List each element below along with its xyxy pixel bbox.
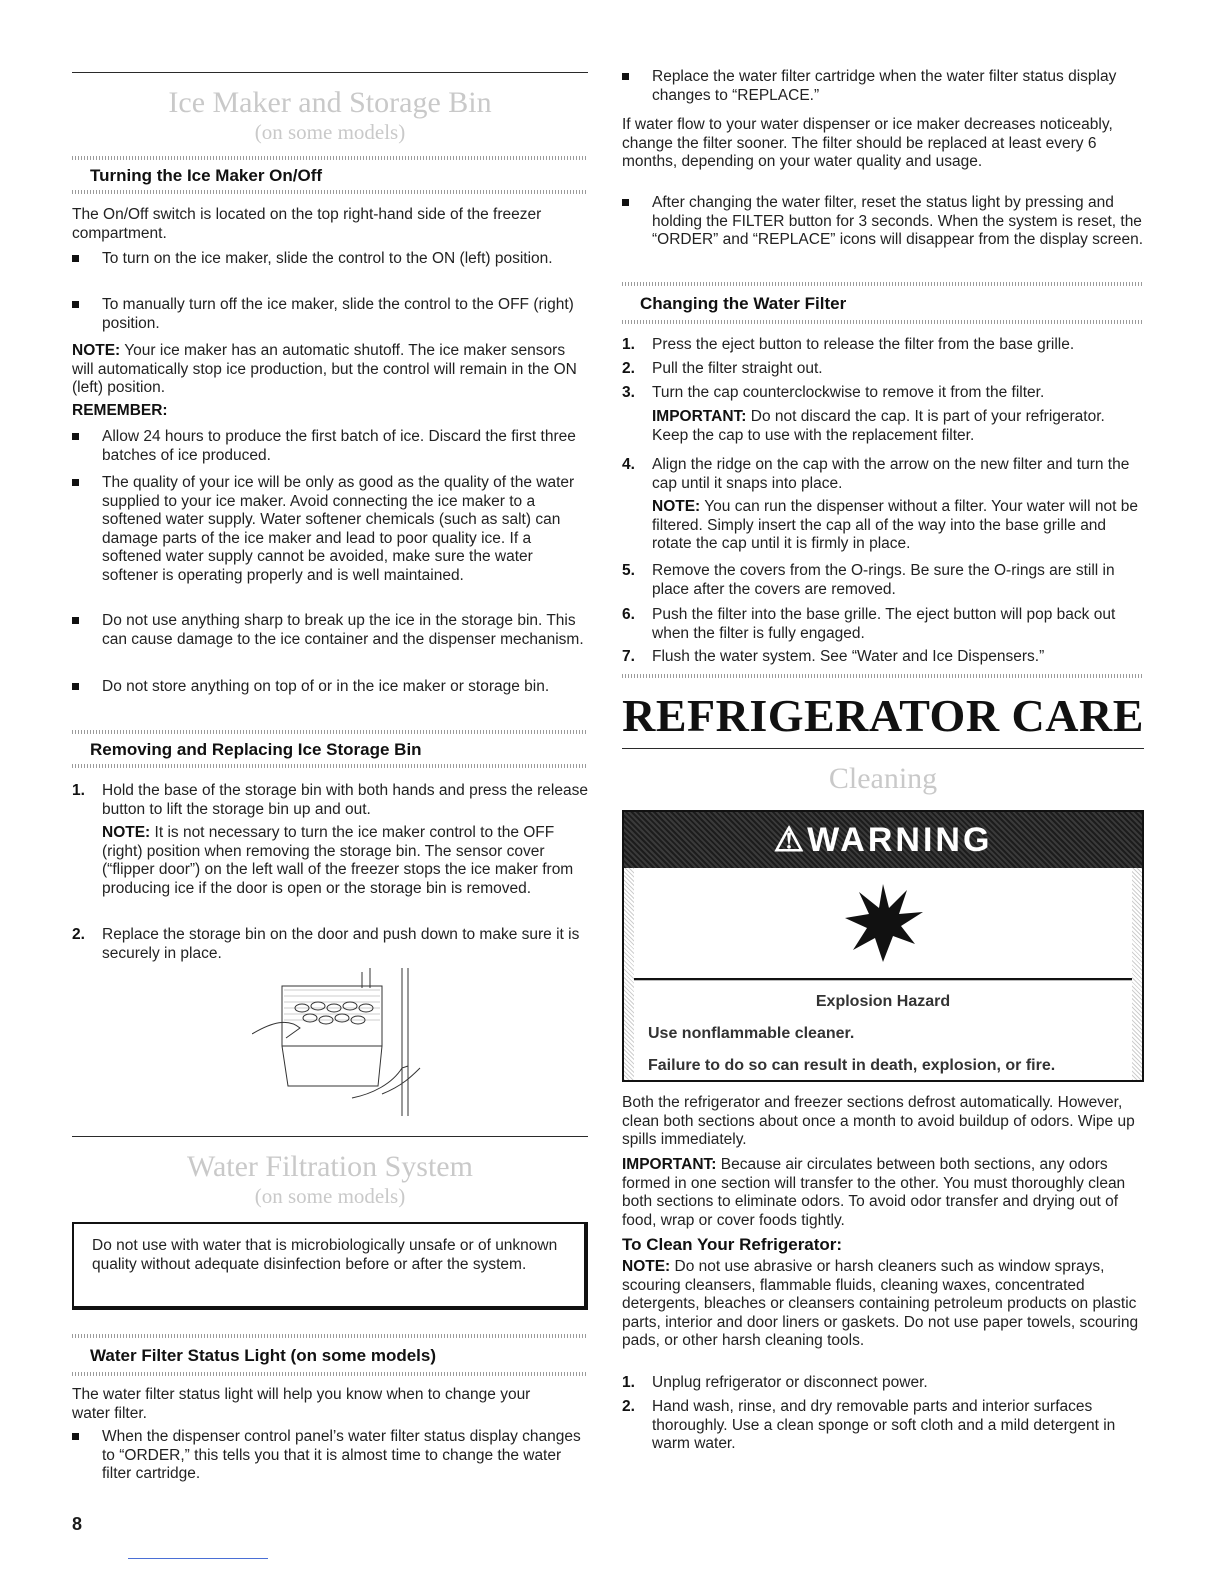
numbered-step: 3. Turn the cap counterclockwise to remove it from the filter. IMPORTANT: Do not discard the cap. It is part of your refrigerator. Keep the cap to use with the replacement filter. bbox=[622, 384, 1144, 448]
numbered-step: 1. Press the eject button to release the filter from the base grille. bbox=[622, 336, 1075, 353]
subheading-removing-bin: Removing and Replacing Ice Storage Bin bbox=[90, 740, 422, 759]
bullet-item: To turn on the ice maker, slide the control to the ON (left) position. bbox=[72, 250, 572, 290]
bullet-item: To manually turn off the ice maker, slide the control to the OFF (right) position. bbox=[72, 296, 588, 336]
bullet-icon bbox=[72, 683, 79, 690]
numbered-step: 5. Remove the covers from the O-rings. Be sure the O-rings are still in place after the covers are removed. bbox=[622, 562, 1115, 598]
hazard-line: Failure to do so can result in death, explosion, or fire. bbox=[648, 1057, 1056, 1074]
warning-box bbox=[622, 810, 1144, 1082]
step-note: IMPORTANT: Do not discard the cap. It is part of your refrigerator. Keep the cap to use with the replacement filter. bbox=[652, 408, 1105, 444]
section-rule bbox=[72, 1136, 588, 1137]
paragraph: The On/Off switch is located on the top right-hand side of the freezer compartment. bbox=[72, 206, 542, 242]
bullet-icon bbox=[72, 255, 79, 262]
divider bbox=[72, 764, 588, 768]
bullet-icon bbox=[72, 433, 79, 440]
note-paragraph: NOTE: Your ice maker has an automatic shutoff. The ice maker sensors will automatically stop ice production, but the control will remain in the ON (left) position. bbox=[72, 342, 577, 396]
warning-banner bbox=[624, 812, 1142, 868]
warning-triangle-icon: ⚠ bbox=[773, 821, 808, 859]
divider bbox=[72, 156, 588, 160]
section-rule bbox=[72, 72, 588, 73]
paragraph: If water flow to your water dispenser or ice maker decreases noticeably, change the filter sooner. The filter should be replaced at least every 6 months, depending on your water quality and usage. bbox=[622, 116, 1113, 170]
note-label: NOTE: bbox=[622, 1258, 671, 1275]
explosion-icon bbox=[839, 878, 927, 966]
step-note: NOTE: It is not necessary to turn the ice maker control to the OFF (right) position when removing the storage bin. The sensor cover (“flipper door”) on the left wall of the freezer stops the ice maker from producing ice if the door is open or the storage bin is removed. bbox=[102, 824, 574, 897]
paragraph: The water filter status light will help you know when to change your water filter. bbox=[72, 1386, 531, 1422]
page-title: REFRIGERATOR CARE bbox=[622, 690, 1144, 741]
step-note: NOTE: You can run the dispenser without a filter. Your water will not be filtered. Simply insert the cap all of the way into the base grille and rotate the cap until it is firmly in place. bbox=[652, 498, 1138, 552]
bullet-icon bbox=[622, 73, 629, 80]
page-number: 8 bbox=[72, 1514, 83, 1534]
bullet-item: Allow 24 hours to produce the first batch of ice. Discard the first three batches of ice produced. bbox=[72, 428, 588, 468]
paragraph: Both the refrigerator and freezer sections defrost automatically. However, clean both sections about once a month to avoid buildup of odors. Wipe up spills immediately. bbox=[622, 1094, 1135, 1148]
numbered-step: 2. Pull the filter straight out. bbox=[622, 360, 823, 377]
divider bbox=[72, 190, 588, 194]
warning-text bbox=[634, 980, 1132, 1080]
note-label: NOTE: bbox=[72, 342, 121, 359]
section-title-water-filtration: Water Filtration System bbox=[187, 1150, 473, 1183]
subheading-to-clean: To Clean Your Refrigerator: bbox=[622, 1235, 843, 1254]
hazard-symbol-area bbox=[634, 868, 1132, 980]
numbered-step: 2. Replace the storage bin on the door and push down to make sure it is securely in place. bbox=[72, 926, 580, 962]
numbered-step: 6. Push the filter into the base grille. The eject button will pop back out when the filter is fully engaged. bbox=[622, 606, 1116, 642]
bullet-icon bbox=[72, 617, 79, 624]
notice-box bbox=[72, 1222, 588, 1310]
notice-text: Do not use with water that is microbiologically unsafe or of unknown quality without adequate disinfection before or after the system. bbox=[92, 1237, 558, 1273]
bullet-item: After changing the water filter, reset the status light by pressing and holding the FILTER button for 3 seconds. When the system is reset, the “ORDER” and “REPLACE” icons will disappear from the display screen. bbox=[622, 194, 1144, 274]
bullet-item: When the dispenser control panel’s water filter status display changes to “ORDER,” this tells you that it is almost time to change the water filter cartridge. bbox=[72, 1428, 588, 1486]
divider bbox=[622, 320, 1144, 324]
section-title-ice-maker: Ice Maker and Storage Bin bbox=[168, 86, 492, 119]
warning-label: WARNING bbox=[807, 820, 993, 859]
numbered-step: 2. Hand wash, rinse, and dry removable parts and interior surfaces thoroughly. Use a clean sponge or soft cloth and a mild detergent in warm water. bbox=[622, 1398, 1116, 1452]
bullet-icon bbox=[72, 301, 79, 308]
bullet-icon bbox=[72, 479, 79, 486]
section-subtitle: (on some models) bbox=[254, 1184, 406, 1208]
numbered-step: 1. Hold the base of the storage bin with both hands and press the release button to lift the storage bin up and out. NOTE: It is not necessary to turn the ice maker control to the OFF (right) position when removing the storage bin. The sensor cover (“flipper door”) on the left wall of the freezer stops the ice maker from producing ice if the door is open or the storage bin is removed. bbox=[72, 782, 588, 897]
section-title-cleaning: Cleaning bbox=[828, 762, 938, 795]
numbered-step: 1. Unplug refrigerator or disconnect power. bbox=[622, 1374, 928, 1391]
bullet-icon bbox=[72, 1433, 79, 1440]
bullet-item: The quality of your ice will be only as good as the quality of the water supplied to your ice maker. Avoid connecting the ice maker to a softened water supply. Water softener chemicals (such as salt) can damage parts of the ice maker and lead to poor quality ice. If a softened water supply cannot be avoided, make sure the water softener is operating properly and is well maintained. bbox=[72, 474, 588, 604]
remember-heading: REMEMBER: bbox=[72, 402, 168, 419]
footer-rule bbox=[128, 1558, 268, 1559]
hatch-border bbox=[624, 868, 634, 1080]
divider bbox=[72, 1372, 588, 1376]
hatch-border bbox=[1132, 868, 1142, 1080]
subheading-turning-on-off: Turning the Ice Maker On/Off bbox=[90, 166, 323, 185]
divider bbox=[72, 1334, 588, 1338]
numbered-step: 4. Align the ridge on the cap with the arrow on the new filter and turn the cap until it snaps into place. NOTE: You can run the dispenser without a filter. Your water will not be filtered. Simply insert the cap all of the way into the base grille and rotate the cap until it is firmly in place. bbox=[622, 456, 1144, 556]
divider bbox=[622, 282, 1144, 286]
hazard-title: Explosion Hazard bbox=[815, 993, 951, 1010]
bullet-item: Do not store anything on top of or in the ice maker or storage bin. bbox=[72, 678, 588, 718]
section-rule bbox=[622, 748, 1144, 749]
subheading-changing-filter: Changing the Water Filter bbox=[640, 294, 847, 313]
note-paragraph: NOTE: Do not use abrasive or harsh cleaners such as window sprays, scouring cleansers, flammable fluids, cleaning waxes, concentrated detergents, bleaches or cleansers containing petroleum products on plastic parts, interior and door liners or gaskets. Do not use paper towels, scouring pads, or other harsh cleaning tools. bbox=[622, 1258, 1139, 1349]
numbered-step: 7. Flush the water system. See “Water and Ice Dispensers.” bbox=[622, 648, 1045, 665]
important-paragraph: IMPORTANT: Because air circulates between both sections, any odors formed in one section will transfer to the other. You must thoroughly clean both sections to eliminate odors. To avoid odor transfer and drying out of food, wrap or cover foods tightly. bbox=[622, 1156, 1126, 1229]
hazard-line: Use nonflammable cleaner. bbox=[648, 1025, 855, 1042]
storage-bin-illustration bbox=[252, 968, 422, 1116]
divider bbox=[622, 674, 1144, 678]
section-subtitle: (on some models) bbox=[254, 120, 406, 144]
bullet-item: Do not use anything sharp to break up the ice in the storage bin. This can cause damage to the ice container and the dispenser mechanism. bbox=[72, 612, 588, 670]
subheading-filter-status-light: Water Filter Status Light (on some models) bbox=[90, 1346, 437, 1365]
bullet-icon bbox=[622, 199, 629, 206]
important-label: IMPORTANT: bbox=[622, 1156, 717, 1173]
bullet-item: Replace the water filter cartridge when the water filter status display changes to “REPLACE.” bbox=[622, 68, 1144, 108]
divider bbox=[72, 730, 588, 734]
